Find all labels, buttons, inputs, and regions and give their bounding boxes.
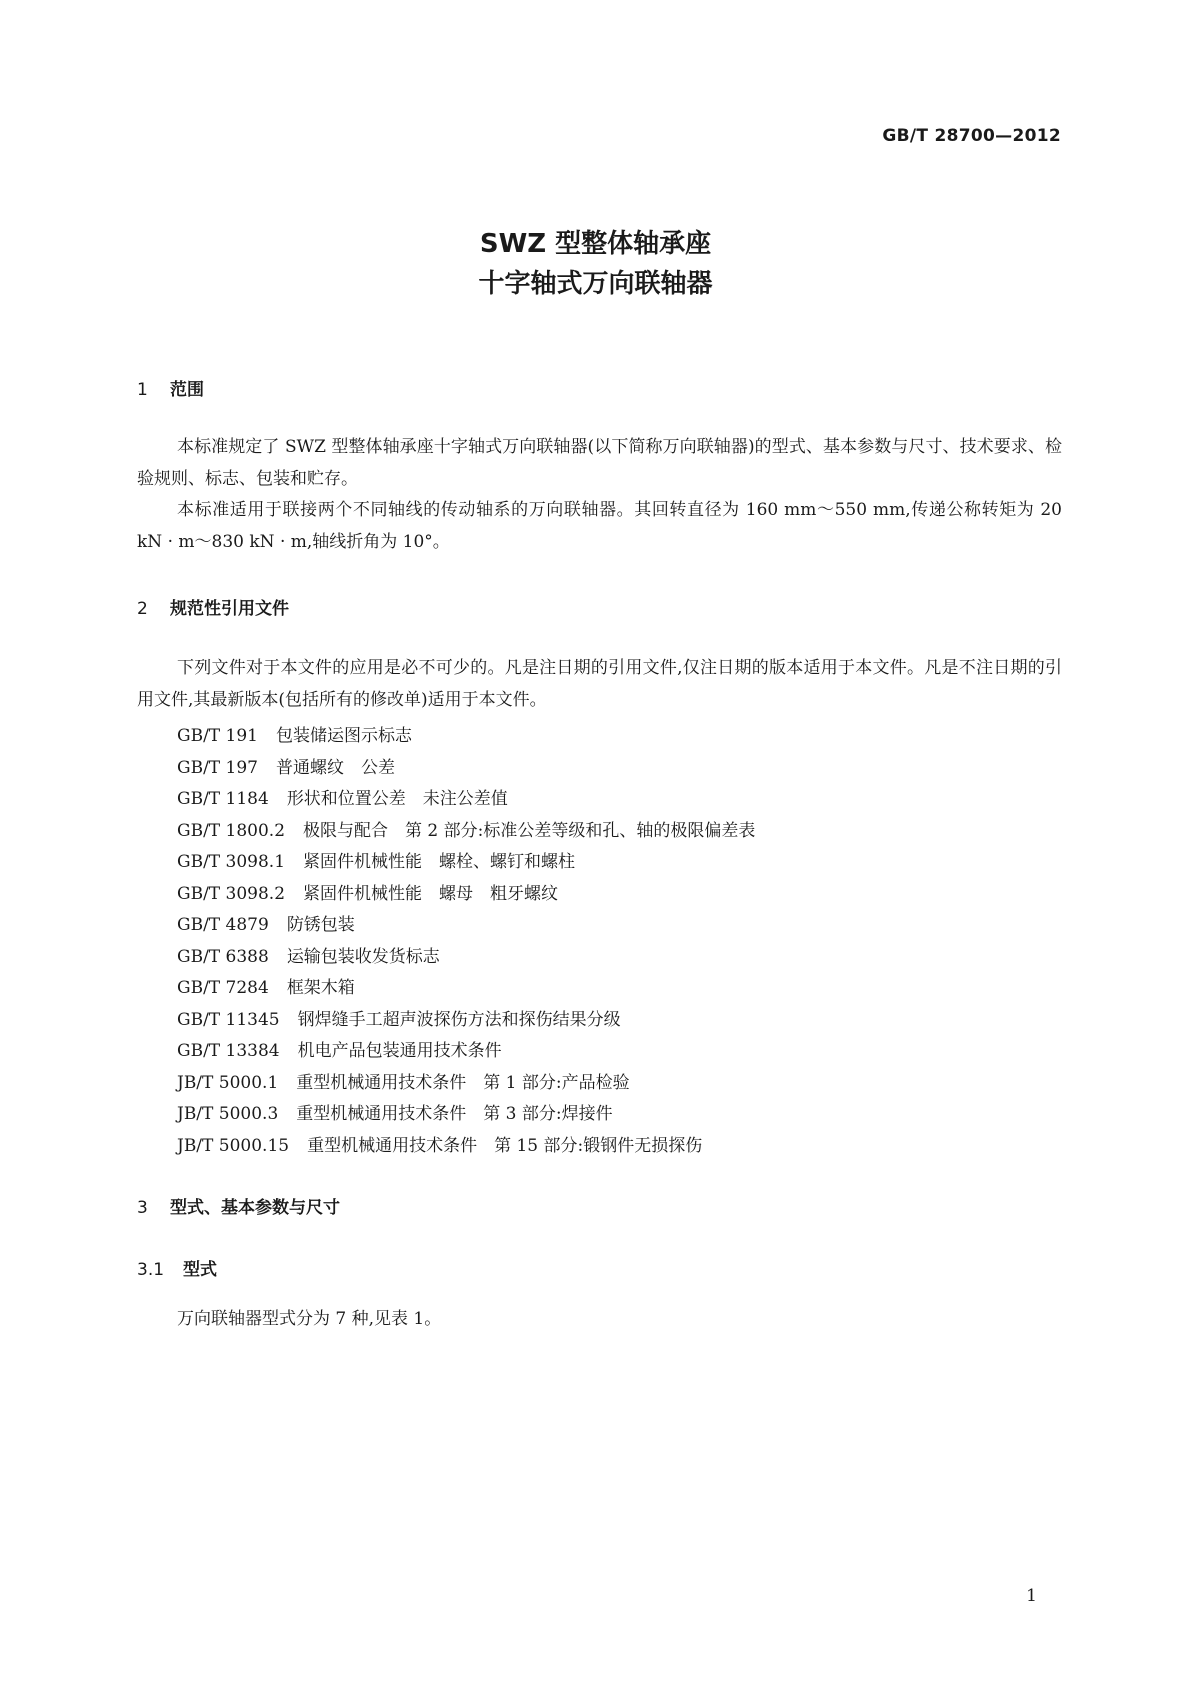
reference-code: GB/T 13384 <box>177 1041 280 1061</box>
reference-item <box>177 942 755 974</box>
section-title: 型式 <box>183 1260 217 1280</box>
reference-code: GB/T 1184 <box>177 789 269 809</box>
reference-title: 包装储运图示标志 <box>276 726 412 746</box>
reference-title: 重型机械通用技术条件 第 3 部分:焊接件 <box>296 1104 613 1124</box>
reference-item <box>177 816 755 848</box>
reference-item <box>177 1005 755 1037</box>
reference-code: GB/T 6388 <box>177 946 269 967</box>
reference-title: 紧固件机械性能 螺母 粗牙螺纹 <box>303 883 559 904</box>
reference-code: GB/T 3098.1 <box>177 852 286 872</box>
reference-item <box>177 784 755 816</box>
reference-title: 重型机械通用技术条件 第 1 部分:产品检验 <box>296 1072 630 1093</box>
paragraph: 本标准适用于联接两个不同轴线的传动轴系的万向联轴器。其回转直径为 160 mm～550 mm,传递公称转矩为 20 kN · m～830 kN · m,轴线折角为 10°。 <box>137 500 1062 552</box>
section-number: 3.1 <box>137 1260 165 1280</box>
reference-list <box>177 721 755 1162</box>
reference-title: 极限与配合 第 2 部分:标准公差等级和孔、轴的极限偏差表 <box>303 820 756 841</box>
standard-code: GB/T 28700—2012 <box>882 126 1061 146</box>
section-2-heading <box>137 594 289 619</box>
section-title: 型式、基本参数与尺寸 <box>170 1198 340 1218</box>
paragraph: 万向联轴器型式分为 7 种,见表 1。 <box>177 1309 442 1329</box>
section-title: 规范性引用文件 <box>170 599 289 619</box>
reference-title: 普通螺纹 公差 <box>276 757 395 778</box>
section-number: 3 <box>137 1198 148 1218</box>
section-3-1-body <box>137 1304 1062 1336</box>
reference-item <box>177 1099 755 1131</box>
reference-title: 防锈包装 <box>286 915 355 935</box>
section-1-body <box>137 432 1062 558</box>
reference-item <box>177 1068 755 1100</box>
title-line-1: SWZ 型整体轴承座 <box>479 229 712 259</box>
reference-item <box>177 721 755 753</box>
section-number: 2 <box>137 599 148 619</box>
section-2-intro <box>137 653 1062 716</box>
reference-title: 紧固件机械性能 螺栓、螺钉和螺柱 <box>303 852 576 872</box>
reference-code: GB/T 11345 <box>177 1009 280 1030</box>
page-number: 1 <box>1026 1586 1037 1606</box>
reference-code: JB/T 5000.3 <box>177 1104 279 1124</box>
reference-item <box>177 879 755 911</box>
reference-item <box>177 753 755 785</box>
reference-title: 框架木箱 <box>286 978 355 998</box>
section-3-heading <box>137 1193 340 1218</box>
reference-code: GB/T 197 <box>177 757 258 778</box>
reference-code: GB/T 191 <box>177 726 258 746</box>
reference-title: 钢焊缝手工超声波探伤方法和探伤结果分级 <box>297 1009 621 1030</box>
reference-title: 机电产品包装通用技术条件 <box>297 1041 502 1061</box>
reference-title: 重型机械通用技术条件 第 15 部分:锻钢件无损探伤 <box>307 1135 703 1156</box>
document-title <box>0 224 1191 304</box>
title-line-2: 十字轴式万向联轴器 <box>478 269 713 299</box>
section-3-1-heading <box>137 1255 217 1280</box>
reference-item <box>177 1131 755 1163</box>
reference-code: GB/T 7284 <box>177 978 269 998</box>
reference-code: GB/T 4879 <box>177 915 269 935</box>
reference-code: GB/T 3098.2 <box>177 883 286 904</box>
section-number: 1 <box>137 380 148 400</box>
paragraph: 下列文件对于本文件的应用是必不可少的。凡是注日期的引用文件,仅注日期的版本适用于本文件。凡是不注日期的引用文件,其最新版本(包括所有的修改单)适用于本文件。 <box>137 658 1062 710</box>
section-title: 范围 <box>170 380 204 400</box>
reference-item <box>177 910 755 942</box>
reference-title: 运输包装收发货标志 <box>286 946 440 967</box>
reference-item <box>177 1036 755 1068</box>
reference-code: JB/T 5000.1 <box>177 1072 279 1093</box>
reference-title: 形状和位置公差 未注公差值 <box>286 789 508 809</box>
reference-item <box>177 847 755 879</box>
section-1-heading <box>137 375 204 400</box>
paragraph: 本标准规定了 SWZ 型整体轴承座十字轴式万向联轴器(以下简称万向联轴器)的型式、基本参数与尺寸、技术要求、检验规则、标志、包装和贮存。 <box>137 437 1062 489</box>
reference-code: JB/T 5000.15 <box>177 1135 290 1156</box>
reference-code: GB/T 1800.2 <box>177 820 286 841</box>
reference-item <box>177 973 755 1005</box>
